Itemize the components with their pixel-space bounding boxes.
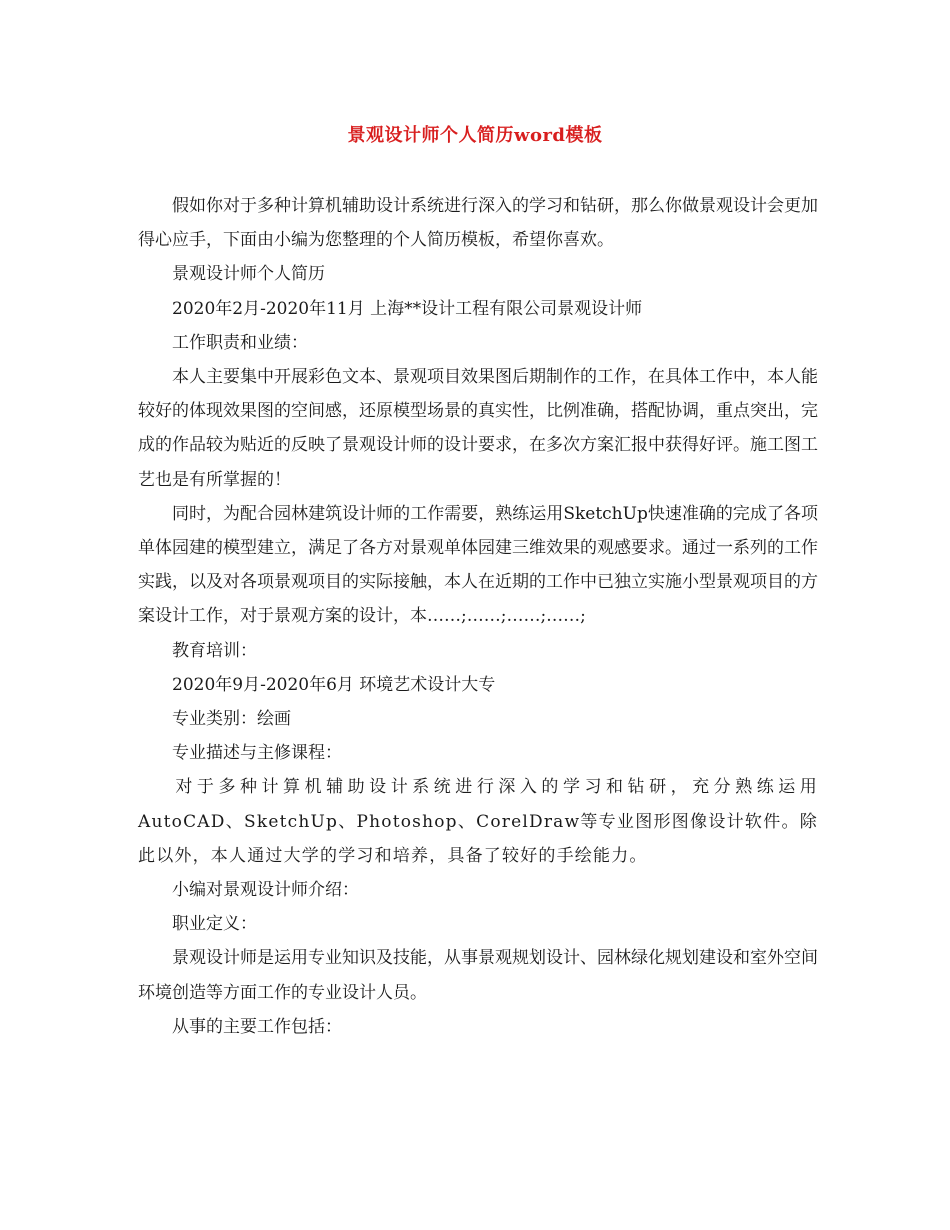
document-title: 景观设计师个人简历word模板 xyxy=(347,125,603,146)
paragraph-education-heading: 教育培训： xyxy=(172,640,257,661)
paragraph-duties-heading: 工作职责和业绩： xyxy=(172,332,308,353)
paragraph-courses-detail: 对于多种计算机辅助设计系统进行深入的学习和钻研，充分熟练运用AutoCAD、SketchUp、Photoshop、CorelDraw等专业图形图像设计软件。除此以外，本人通过大学的学习和培养，具备了较好的手绘能力。 xyxy=(138,777,818,866)
document-body xyxy=(138,189,818,1044)
paragraph-major-category: 专业类别：绘画 xyxy=(172,709,291,730)
paragraph-intro-heading: 小编对景观设计师介绍： xyxy=(172,880,359,901)
paragraph-intro: 假如你对于多种计算机辅助设计系统进行深入的学习和钻研，那么你做景观设计会更加得心应手，下面由小编为您整理的个人简历模板，希望你喜欢。 xyxy=(138,196,818,251)
paragraph-resume-heading: 景观设计师个人简历 xyxy=(172,264,325,285)
paragraph-main-work-heading: 从事的主要工作包括： xyxy=(172,1016,342,1037)
paragraph-definition: 景观设计师是运用专业知识及技能，从事景观规划设计、园林绿化规划建设和室外空间环境创造等方面工作的专业设计人员。 xyxy=(138,948,818,1003)
paragraph-work-period: 2020年2月-2020年11月 上海**设计工程有限公司景观设计师 xyxy=(172,298,643,319)
paragraph-definition-heading: 职业定义： xyxy=(172,914,257,935)
paragraph-education-period: 2020年9月-2020年6月 环境艺术设计大专 xyxy=(172,674,496,695)
paragraph-sketchup-work: 同时，为配合园林建筑设计师的工作需要，熟练运用SketchUp快速准确的完成了各项单体园建的模型建立，满足了各方对景观单体园建三维效果的观感要求。通过一系列的工作实践，以及对各项景观项目的实际接触，本人在近期的工作中已独立实施小型景观项目的方案设计工作，对于景观方案的设计，本……;……;……;……; xyxy=(138,503,818,627)
paragraph-duties-detail: 本人主要集中开展彩色文本、景观项目效果图后期制作的工作，在具体工作中，本人能较好的体现效果图的空间感，还原模型场景的真实性，比例准确，搭配协调，重点突出，完成的作品较为贴近的反映了景观设计师的设计要求，在多次方案汇报中获得好评。施工图工艺也是有所掌握的！ xyxy=(138,367,818,490)
paragraph-courses-heading: 专业描述与主修课程： xyxy=(172,743,342,764)
